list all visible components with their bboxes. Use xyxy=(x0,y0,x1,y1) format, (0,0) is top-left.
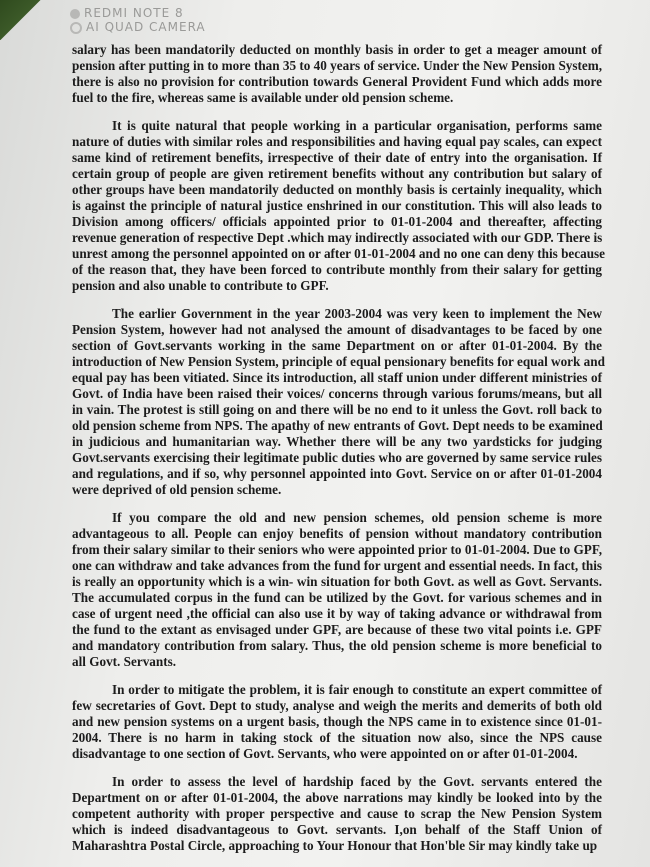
text-line: of the reason that, they have been forced to contribute monthly from their salary for getting xyxy=(72,262,602,277)
text-line: same kind of retirement benefits, irrespective of their date of entry into the organisation. If xyxy=(72,150,602,165)
paragraph-3 xyxy=(72,306,605,498)
text-line: the fund to the extant as envisaged under GPF, are because of these two vital points i.e. GPF xyxy=(72,622,602,637)
text-line: nature of duties with similar roles and responsibilities and having equal pay scales, can expect xyxy=(72,134,602,149)
text-line: 2004. There is no harm in taking stock of the situation now also, since the NPS cause xyxy=(72,730,602,745)
text-line: fuel to the fire, whereas same is available under old pension scheme. xyxy=(72,90,454,105)
text-line: in judicious and humanitarian way. Whether there will be any two yardsticks for judging xyxy=(72,434,602,449)
text-line: Division among officers/ officials appointed prior to 01-01-2004 and thereafter, affecting xyxy=(72,214,602,229)
text-line: pension and also unable to contribute to GPF. xyxy=(72,278,329,293)
text-line: is really an opportunity which is a win- win situation for both Govt. as well as Govt. Servants. xyxy=(72,574,602,589)
text-line: introduction of New Pension System, principle of equal pensionary benefits for equal work and xyxy=(72,354,605,369)
text-line: competent authority with proper perspective and cause to scrap the New Pension System xyxy=(72,806,602,821)
text-line: Maharashtra Postal Circle, approaching to Your Honour that Hon'ble Sir may kindly take up xyxy=(72,838,598,853)
text-line: and new pension systems on a urgent basis, though the NPS came in to existence since 01-01- xyxy=(72,714,602,729)
camera-watermark xyxy=(70,6,206,34)
watermark-line-1: REDMI NOTE 8 xyxy=(84,6,184,20)
text-line: which is indeed disadvantageous to Govt. servants. I,on behalf of the Staff Union of xyxy=(72,822,602,837)
text-line: old pension scheme from NPS. The apathy of new entrants of Govt. Dept needs to be examined xyxy=(72,418,603,433)
text-line: unrest among the personnel appointed on or after 01-01-2004 and no one can deny this because xyxy=(72,246,606,261)
text-line: In order to assess the level of hardship faced by the Govt. servants entered the xyxy=(112,774,602,789)
paragraph-2 xyxy=(72,118,606,294)
text-line: disadvantage to one section of Govt. Servants, who were appointed on or after 01-01-2004. xyxy=(72,746,578,761)
text-line: section of Govt.servants working in the same Department on or after 01-01-2004. By the xyxy=(72,338,602,353)
watermark-line-2: AI QUAD CAMERA xyxy=(86,20,206,34)
text-line: equal pay has been vitiated. Since its introduction, all staff union under different ministries of xyxy=(72,370,602,385)
text-line: and mandatory contribution from salary. Thus, the old pension scheme is more beneficial to xyxy=(72,638,602,653)
text-line: advantageous to all. People can enjoy benefits of pension without mandatory contribution xyxy=(72,526,602,541)
text-line: It is quite natural that people working in a particular organisation, performs same xyxy=(112,118,602,133)
text-line: from their salary similar to their seniors who were appointed prior to 01-01-2004. Due to GPF, xyxy=(72,542,602,557)
text-line: few secretaries of Govt. Dept to study, analyse and weigh the merits and demerits of both old xyxy=(72,698,602,713)
text-line: is against the principle of natural justice enshrined in our constitution. This will also leads to xyxy=(72,198,602,213)
text-line: Govt.servants exercising their legitimate public duties who are governed by same service rules xyxy=(72,450,602,465)
text-line: were deprived of old pension scheme. xyxy=(72,482,282,497)
text-line: The accumulated corpus in the fund can be utilized by the Govt. for various schemes and in xyxy=(72,590,602,605)
text-line: Govt. of India have been raised their voices/ concerns through various forums/means, but all xyxy=(72,386,602,401)
paragraph-6 xyxy=(72,774,602,854)
paragraph-5 xyxy=(72,682,602,762)
text-line: salary has been mandatorily deducted on monthly basis in order to get a meager amount of xyxy=(72,42,602,57)
text-line: pension after putting in to more than 35 to 40 years of service. Under the New Pension System, xyxy=(72,58,603,73)
text-line: one can withdraw and take advances from the fund for urgent and essential needs. In fact, this xyxy=(72,558,602,573)
text-line: Department on or after 01-01-2004, the above narrations may kindly be looked into by the xyxy=(72,790,602,805)
watermark-ring-icon xyxy=(70,22,82,34)
paragraph-1 xyxy=(72,42,602,106)
text-line: In order to mitigate the problem, it is fair enough to constitute an expert committee of xyxy=(112,682,602,697)
text-line: there is also no provision for contribution towards General Provident Fund which adds more xyxy=(72,74,602,89)
paragraph-4 xyxy=(72,510,602,670)
text-line: all Govt. Servants. xyxy=(72,654,177,669)
text-line: case of urgent need ,the official can also use it by way of taking advance or withdrawal from xyxy=(72,606,602,621)
text-line: Pension System, however had not analysed the amount of disadvantages to be faced by one xyxy=(72,322,602,337)
text-line: in vain. The protest is still going on and there will be no end to it unless the Govt. roll back to xyxy=(72,402,602,417)
text-line: The earlier Government in the year 2003-2004 was very keen to implement the New xyxy=(112,306,602,321)
text-line: certain group of people are given retirement benefits without any contribution but salary of xyxy=(72,166,602,181)
document-page xyxy=(72,42,606,866)
watermark-dot-icon xyxy=(70,9,80,19)
text-line: If you compare the old and new pension schemes, old pension scheme is more xyxy=(112,510,602,525)
text-line: other groups have been mandatorily deducted on monthly basis is certainly inequality, which xyxy=(72,182,602,197)
text-line: and regulations, and if so, why personnel appointed into Govt. Service on or after 01-01-2004 xyxy=(72,466,602,481)
background-foliage xyxy=(0,0,60,40)
text-line: revenue generation of respective Dept .which may indirectly associated with our GDP. There is xyxy=(72,230,603,245)
